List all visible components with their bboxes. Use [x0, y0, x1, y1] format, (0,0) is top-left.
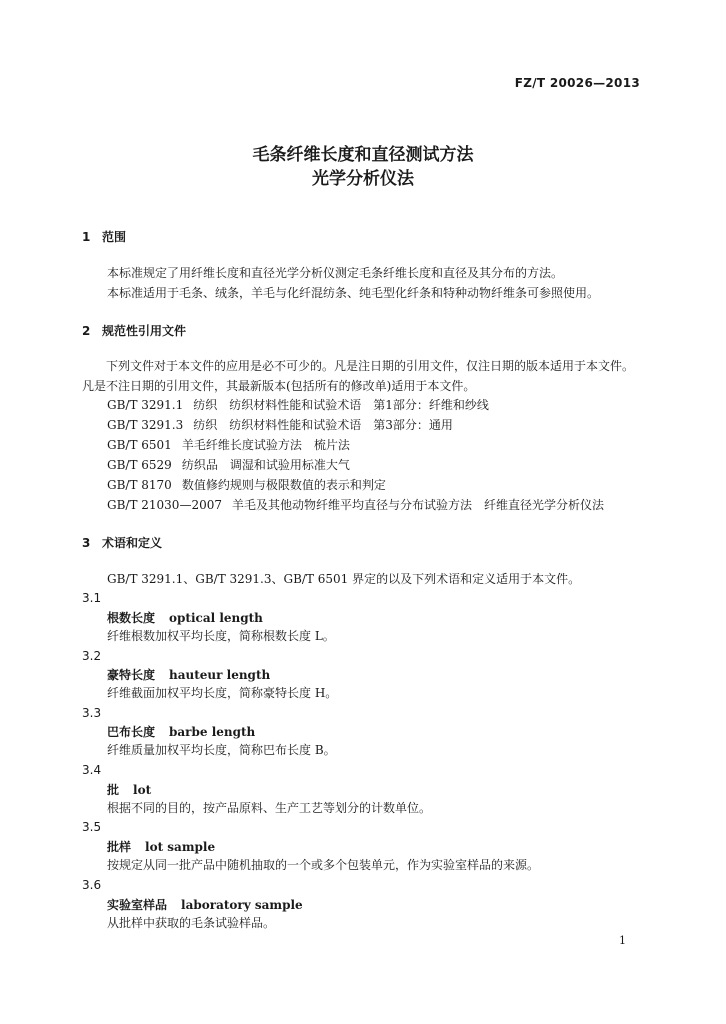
document-subtitle: 光学分析仪法 [312, 169, 414, 189]
reference-item [107, 416, 463, 433]
term-zh: 豪特长度 [107, 668, 156, 682]
reference-item [107, 396, 499, 413]
term-definition: 纤维质量加权平均长度，简称巴布长度 B。 [107, 743, 336, 757]
reference-name: 羊毛纤维长度试验方法 梳片法 [181, 438, 350, 452]
term-number: 3.1 [82, 591, 102, 605]
term-zh: 实验室样品 [107, 898, 168, 912]
reference-name: 羊毛及其他动物纤维平均直径与分布试验方法 纤维直径光学分析仪法 [231, 498, 604, 512]
reference-code: GB/T 6501 [107, 438, 172, 452]
section-title: 范围 [102, 230, 127, 244]
term-heading [107, 838, 215, 855]
paragraph: 本标准规定了用纤维长度和直径光学分析仪测定毛条纤维长度和直径及其分布的方法。 [107, 266, 564, 280]
reference-code: GB/T 21030—2007 [107, 498, 222, 512]
term-number: 3.4 [82, 763, 102, 777]
section-title: 术语和定义 [102, 536, 163, 550]
reference-name: 纺织 纺织材料性能和试验术语 第3部分：通用 [193, 418, 453, 432]
reference-item [107, 456, 360, 473]
reference-name: 纺织品 调湿和试验用标准大气 [181, 458, 350, 472]
term-heading [107, 666, 270, 683]
term-heading [107, 723, 255, 740]
section-number: 2 [82, 324, 91, 338]
term-number: 3.3 [82, 706, 102, 720]
reference-name: 纺织 纺织材料性能和试验术语 第1部分：纤维和纱线 [193, 398, 489, 412]
term-definition: 从批样中获取的毛条试验样品。 [107, 916, 276, 930]
paragraph: 本标准适用于毛条、绒条，羊毛与化纤混纺条、纯毛型化纤条和特种动物纤维条可参照使用。 [107, 286, 600, 300]
term-en: lot sample [145, 840, 216, 854]
reference-item [107, 476, 396, 493]
term-en: laboratory sample [181, 898, 303, 912]
section-title: 规范性引用文件 [102, 324, 187, 338]
term-definition: 纤维截面加权平均长度，简称豪特长度 H。 [107, 686, 338, 700]
paragraph: 下列文件对于本文件的应用是必不可少的。凡是注日期的引用文件，仅注日期的版本适用于本文件。凡是不注日期的引用文件，其最新版本(包括所有的修改单)适用于本文件。 [82, 359, 635, 393]
term-heading [107, 896, 303, 913]
section-1-heading [82, 228, 126, 245]
reference-item [107, 496, 614, 513]
reference-name: 数值修约规则与极限数值的表示和判定 [181, 478, 386, 492]
paragraph: GB/T 3291.1、GB/T 3291.3、GB/T 6501 界定的以及下列术语和定义适用于本文件。 [107, 572, 581, 586]
term-zh: 巴布长度 [107, 725, 156, 739]
term-number: 3.5 [82, 820, 102, 834]
reference-code: GB/T 8170 [107, 478, 172, 492]
section-number: 1 [82, 230, 91, 244]
references-intro [82, 356, 642, 396]
term-en: lot [133, 783, 152, 797]
term-heading [107, 609, 263, 626]
section-number: 3 [82, 536, 91, 550]
reference-code: GB/T 6529 [107, 458, 172, 472]
reference-code: GB/T 3291.1 [107, 398, 184, 412]
term-zh: 根数长度 [107, 611, 156, 625]
reference-item [107, 436, 360, 453]
term-heading [107, 781, 151, 798]
term-zh: 批样 [107, 840, 132, 854]
term-definition: 根据不同的目的，按产品原料、生产工艺等划分的计数单位。 [107, 801, 432, 815]
term-number: 3.6 [82, 878, 102, 892]
term-number: 3.2 [82, 649, 102, 663]
term-definition: 纤维根数加权平均长度，简称根数长度 L。 [107, 629, 335, 643]
term-en: optical length [169, 611, 263, 625]
term-en: hauteur length [169, 668, 271, 682]
term-en: barbe length [169, 725, 256, 739]
term-definition: 按规定从同一批产品中随机抽取的一个或多个包装单元，作为实验室样品的来源。 [107, 858, 540, 872]
reference-code: GB/T 3291.3 [107, 418, 184, 432]
section-2-heading [82, 322, 186, 339]
document-title: 毛条纤维长度和直径测试方法 [252, 145, 474, 165]
term-zh: 批 [107, 783, 120, 797]
section-3-heading [82, 534, 162, 551]
page-number: 1 [619, 934, 626, 947]
standard-number: FZ/T 20026—2013 [514, 76, 640, 90]
